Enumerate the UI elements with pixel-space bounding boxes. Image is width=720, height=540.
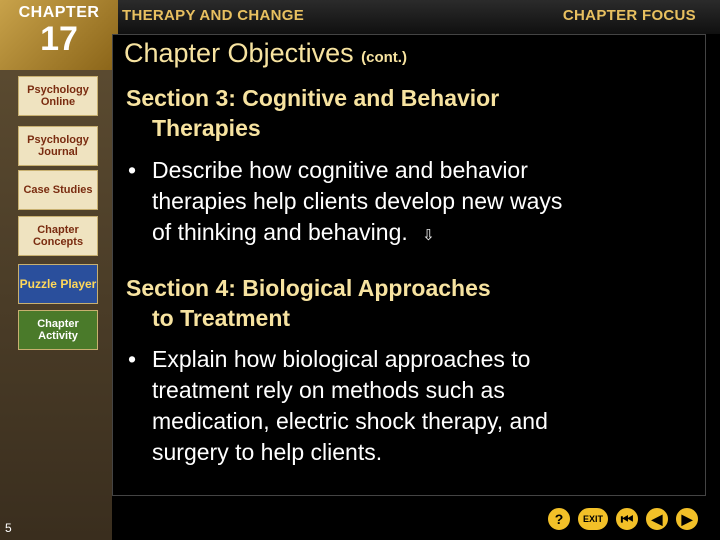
previous-page-icon[interactable]: ◀ [644,506,670,532]
section-4-heading [126,273,686,333]
bullet-line: Explain how biological approaches to [152,346,531,372]
section-4-heading-line2: to Treatment [152,305,291,331]
page-number: 5 [5,521,12,535]
navigation-bar [546,506,700,532]
first-page-icon[interactable]: ⏮ [614,506,640,532]
section-3-heading [126,83,686,143]
chapter-focus-label: CHAPTER FOCUS [562,7,696,24]
psychology-online-button[interactable]: Psychology Online [18,76,98,116]
bullet-line: medication, electric shock therapy, and [152,408,548,434]
puzzle-player-button[interactable]: Puzzle Player [18,264,98,304]
case-studies-button[interactable]: Case Studies [18,170,98,210]
help-button[interactable]: ? [546,506,572,532]
sidebar [0,70,112,540]
bullet-line: treatment rely on methods such as [152,377,505,403]
continue-arrow-icon: ⇩ [422,227,435,244]
bullet-line: of thinking and behaving. [152,219,408,245]
bullet-dot: • [128,346,137,372]
chapter-activity-button[interactable]: Chapter Activity [18,310,98,350]
section-3-bullet [128,155,688,251]
section-3-heading-line2: Therapies [152,115,261,141]
page-title [124,38,407,69]
bullet-line: surgery to help clients. [152,439,383,465]
psychology-journal-button[interactable]: Psychology Journal [18,126,98,166]
exit-button[interactable]: EXIT [576,506,610,532]
title-suffix: (cont.) [361,49,407,66]
bullet-dot: • [128,157,137,183]
chapter-badge [0,0,118,70]
title-text: Chapter Objectives [124,38,354,68]
section-4-bullet [128,344,688,468]
section-4-heading-line1: Section 4: Biological Approaches [126,275,491,301]
bullet-line: therapies help clients develop new ways [152,188,563,214]
chapter-title: THERAPY AND CHANGE [122,7,305,24]
chapter-word: CHAPTER [18,4,100,21]
chapter-number: 17 [40,20,78,58]
next-page-icon[interactable]: ▶ [674,506,700,532]
section-3-heading-line1: Section 3: Cognitive and Behavior [126,85,500,111]
bullet-line: Describe how cognitive and behavior [152,157,528,183]
chapter-concepts-button[interactable]: Chapter Concepts [18,216,98,256]
